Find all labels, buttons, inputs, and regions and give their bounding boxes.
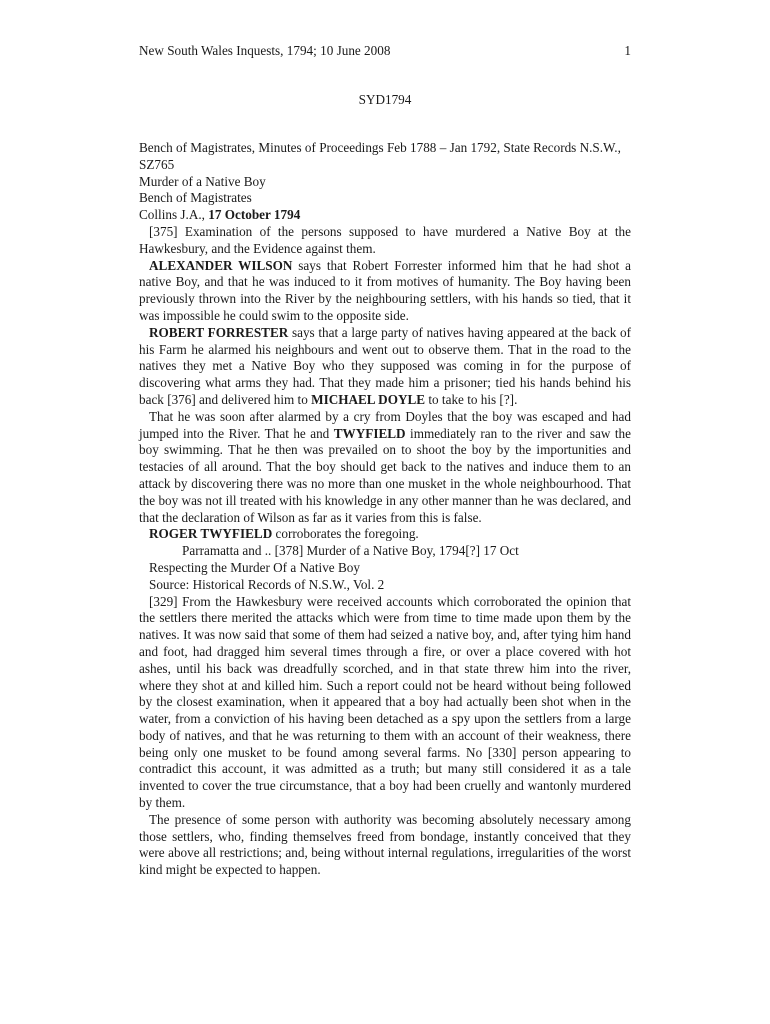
court-name: Bench of Magistrates bbox=[139, 190, 252, 206]
source-citation: Bench of Magistrates, Minutes of Proceedings Feb 1788 – Jan 1792, State Records N.S.W., SZ765 bbox=[139, 140, 621, 172]
testimony-text: to take to his [?]. bbox=[425, 391, 518, 407]
judge-name: Collins J.A., bbox=[139, 207, 209, 223]
twyfield-testimony bbox=[139, 526, 631, 543]
wilson-testimony bbox=[139, 258, 631, 325]
forrester-testimony bbox=[139, 325, 631, 409]
person-name: TWYFIELD bbox=[333, 425, 406, 441]
person-name: MICHAEL DOYLE bbox=[311, 391, 426, 407]
testimony-text: That he was soon after alarmed by a cry from Doyles that the boy was escaped and had jumped into the River. That he and bbox=[139, 408, 631, 441]
parramatta-heading: Parramatta and .. [378] Murder of a Native Boy, 1794[?] 17 Oct bbox=[182, 543, 519, 559]
testimony-text: says that Robert Forrester informed him that he had shot a native Boy, and that he was induced to it from motives of humanity. The Boy having been previously thrown into the River by the neighbouring settlers, with his hands so tied, that it was impossible he could swim to the opposite side. bbox=[139, 257, 631, 323]
respecting-heading: Respecting the Murder Of a Native Boy bbox=[149, 559, 360, 575]
witness-name: ALEXANDER WILSON bbox=[149, 257, 293, 273]
testimony-text: corroborates the foregoing. bbox=[272, 526, 419, 542]
document-id: SYD1794 bbox=[358, 92, 412, 107]
forrester-testimony-continued bbox=[139, 409, 631, 527]
paragraph-329: [329] From the Hawkesbury were received accounts which corroborated the opinion that the settlers there merited the attacks which were from time to time made upon them by the natives. It was now said that some of them had seized a native boy, and, after tying him hand and foot, had dragged him several times through a fire, or over a place covered with hot ashes, until his back was dreadfully scorched, and in that state threw him into the river, where they shot at and killed him. Such a report could not be heard without being followed by the closest examination, when it appeared that a boy had actually been shot when in the water, from a conviction of his having been detached as a spy upon the settlers from a large body of natives, and that he was returning to them with an account of their weakness, there being only one musket to be found among several farms. No [330] person appearing to contradict this account, it was admitted as a truth; but many still considered it as a tale invented to cover the true circumstance, that a boy had been cruelly and wantonly murdered by them. bbox=[139, 593, 631, 811]
source-line: Source: Historical Records of N.S.W., Vol. 2 bbox=[149, 576, 385, 592]
witness-name: ROGER TWYFIELD bbox=[149, 526, 273, 542]
hearing-date: 17 October 1794 bbox=[208, 207, 301, 223]
running-header bbox=[139, 42, 631, 60]
witness-name: ROBERT FORRESTER bbox=[149, 324, 289, 340]
document-body bbox=[139, 140, 631, 879]
case-title: Murder of a Native Boy bbox=[139, 173, 266, 189]
page-number: 1 bbox=[624, 43, 631, 58]
running-title: New South Wales Inquests, 1794; 10 June 2008 bbox=[139, 43, 391, 58]
paragraph-375: [375] Examination of the persons supposed to have murdered a Native Boy at the Hawkesbury, and the Evidence against them. bbox=[139, 223, 631, 256]
testimony-text: immediately ran to the river and saw the boy swimming. That he then was prevailed on to shoot the boy by the importunities and testacies of all around. That the boy should get back to the natives and induce them to an attack by discovering there was no more than one musket in the whole neighbourhood. That the boy was not ill treated with his knowledge in any other manner than he was declared, and that the declaration of Wilson as far as it varies from this is false. bbox=[139, 425, 631, 525]
testimony-text: says that a large party of natives having appeared at the back of his Farm he alarmed his neighbours and went out to observe them. That in the road to the natives they met a Native Boy who they supposed was coming in for the purpose of discovering what arms they had. That they made him a prisoner; tied his hands behind his back [376] and delivered him to bbox=[139, 324, 631, 407]
judge-and-date bbox=[139, 207, 631, 224]
paragraph-presence: The presence of some person with authority was becoming absolutely necessary among those settlers, who, finding themselves freed from bondage, instantly conceived that they were above all restrictions; and, being without internal regulations, irregularities of the worst kind might be expected to happen. bbox=[139, 811, 631, 878]
